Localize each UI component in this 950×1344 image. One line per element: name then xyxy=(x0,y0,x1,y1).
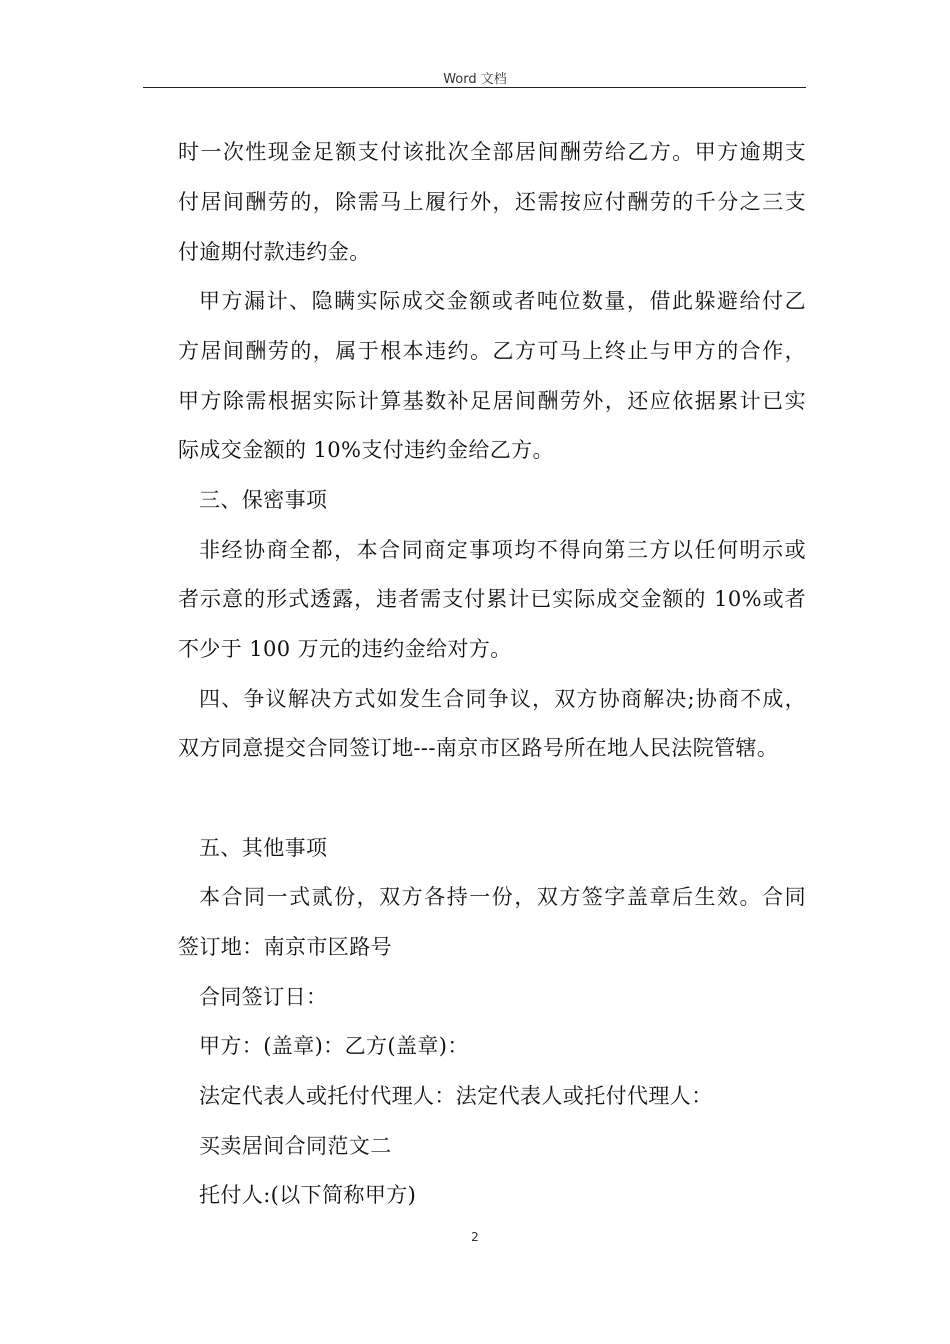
paragraph-line: 非经协商全都，本合同商定事项均不得向第三方以任何明示或 xyxy=(199,538,806,562)
party-seal-line: 甲方：(盖章)：乙方(盖章)： xyxy=(199,1034,469,1058)
page-number: 2 xyxy=(471,1230,479,1244)
section-heading-other-matters: 五、其他事项 xyxy=(199,836,328,860)
page-header-title: Word 文档 xyxy=(443,72,507,87)
signing-date-line: 合同签订日： xyxy=(199,985,328,1009)
header-divider xyxy=(143,87,806,88)
representative-line: 法定代表人或托付代理人：法定代表人或托付代理人： xyxy=(199,1084,713,1108)
paragraph-line: 双方同意提交合同签订地---南京市区路号所在地人民法院管辖。 xyxy=(178,736,779,760)
paragraph-line: 不少于 100 万元的违约金给对方。 xyxy=(178,637,512,661)
principal-line: 托付人:(以下简称甲方) xyxy=(199,1183,417,1207)
paragraph-line: 者示意的形式透露，违者需支付累计已实际成交金额的 10%或者 xyxy=(178,587,806,611)
paragraph-line: 本合同一式贰份，双方各持一份，双方签字盖章后生效。合同 xyxy=(199,885,806,909)
paragraph-line: 方居间酬劳的，属于根本违约。乙方可马上终止与甲方的合作， xyxy=(178,339,806,363)
paragraph-line: 甲方漏计、隐瞒实际成交金额或者吨位数量，借此躲避给付乙 xyxy=(199,289,806,313)
template-title-line: 买卖居间合同范文二 xyxy=(199,1134,392,1158)
paragraph-line: 甲方除需根据实际计算基数补足居间酬劳外，还应依据累计已实 xyxy=(178,389,806,413)
paragraph-line: 付居间酬劳的，除需马上履行外，还需按应付酬劳的千分之三支 xyxy=(178,190,806,214)
paragraph-line: 付逾期付款违约金。 xyxy=(178,240,371,264)
paragraph-line: 时一次性现金足额支付该批次全部居间酬劳给乙方。甲方逾期支 xyxy=(178,140,806,164)
paragraph-line: 签订地：南京市区路号 xyxy=(178,935,392,959)
section-heading-confidentiality: 三、保密事项 xyxy=(199,488,328,512)
paragraph-line: 四、争议解决方式如发生合同争议，双方协商解决;协商不成， xyxy=(199,687,806,711)
paragraph-line: 际成交金额的 10%支付违约金给乙方。 xyxy=(178,438,554,462)
